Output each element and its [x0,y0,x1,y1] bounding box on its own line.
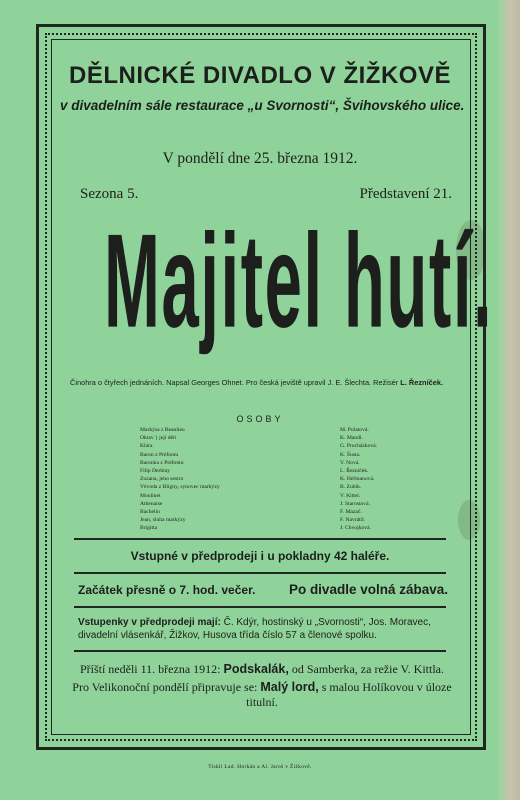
cast-row [140,516,410,524]
cast-role: Filip Derblay [140,467,170,474]
upcoming-performances [70,662,454,710]
paper-torn-edge [498,0,520,800]
cast-role: Moulinet [140,492,161,499]
cast-row [140,467,410,475]
venue-subtitle: v divadelním sále restaurace „u Svornosti“, Švihovského ulice. [60,98,465,113]
printer-credit: Tiskli Lad. Horkán a Al. Jaroš v Žižkově. [208,764,312,770]
cast-heading: OSOBY [236,414,284,424]
cast-role: Klára [140,443,153,450]
cast-role: Vévoda z Bligny, synovec markýzy [140,484,220,491]
cast-actor: J. Starostová. [340,500,370,507]
theatre-title: DĚLNICKÉ DIVADLO V ŽIŽKOVĚ [69,62,451,89]
ticket-sales-lead: Vstupenky v předprodeji mají: [78,617,221,628]
easter-show-details: s malou Holíkovou v úloze titulní. [246,680,452,709]
cast-actor: V. Nová. [340,459,360,466]
credits-line [70,378,450,387]
cast-actor: V. Kittel. [340,492,361,499]
cast-row [140,483,410,491]
easter-show-lead: Pro Velikonoční pondělí připravuje se: [72,680,258,694]
ticket-sales-text: Č. Kdýr, hostinský u „Svornosti“, Jos. Moravec, divadelní vlásenkář, Žižkov, Husova třída číslo 57 a členové spolku. [78,617,431,641]
cast-actor: F. Mazač. [340,508,362,515]
cast-actor: J. Chvojková. [340,525,371,532]
director-name: L. Řezníček. [400,378,444,387]
cast-row [140,442,410,450]
cast-row [140,459,410,467]
cast-actor: K. Heřmanová. [340,476,375,483]
cast-role: Zuzana, jeho sestra [140,476,184,483]
season-label: Sezona 5. [80,186,139,202]
cast-row [140,434,410,442]
ticket-sales [78,616,450,642]
start-time: Začátek přesně o 7. hod. večer. [78,583,256,597]
cast-row [140,492,410,500]
cast-role: Bachelin [140,508,160,515]
cast-actor: G. Procházková. [340,443,378,450]
next-show-details: od Samberka, za režie V. Kittla. [291,662,445,676]
next-show-date: Příští neděli 11. března 1912: [79,662,221,676]
cast-role: Baron z Préfontu [140,451,179,458]
admission-price: Vstupné v předprodeji i u pokladny 42 haléře. [130,549,390,563]
after-show-dance: Po divadle volná zábava. [288,582,448,597]
cast-list [140,426,410,532]
cast-row [140,508,410,516]
divider [74,538,446,540]
play-title: Majitel hutí. [104,207,494,357]
cast-actor: K. Šusta. [340,451,361,458]
cast-actor: M. Polatová. [340,427,369,433]
cast-actor: L. Řezníček. [340,467,369,474]
easter-show [70,680,454,710]
divider [74,572,446,574]
cast-role: Jean, sluha markýzy [140,517,186,524]
cast-role: Baronka z Préfontu [140,459,184,466]
divider [74,606,446,608]
cast-role: Oktav } její děti [140,435,177,442]
cast-role: Brigitta [140,525,158,532]
cast-row [140,475,410,483]
cast-row [140,500,410,508]
cast-row [140,524,410,532]
performance-number: Představení 21. [359,186,452,202]
cast-row [140,451,410,459]
cast-actor: F. Navrátil. [340,517,366,524]
cast-role: Markýsa z Beaulieu [140,427,185,433]
cast-actor: B. Zubík. [340,484,362,491]
credits-text: Činohra o čtyřech jednáních. Napsal Georges Ohnet. Pro česká jeviště upravil J. E. Šlechta. Režisér [70,378,399,387]
next-show-title: Podskalák, [223,662,289,676]
performance-date: V pondělí dne 25. března 1912. [162,150,358,167]
easter-show-title: Malý lord, [260,680,319,694]
cast-role: Athenaise [140,500,163,507]
divider [74,650,446,652]
cast-row [140,426,410,434]
next-show [70,662,454,677]
cast-actor: K. Mandl. [340,435,363,442]
